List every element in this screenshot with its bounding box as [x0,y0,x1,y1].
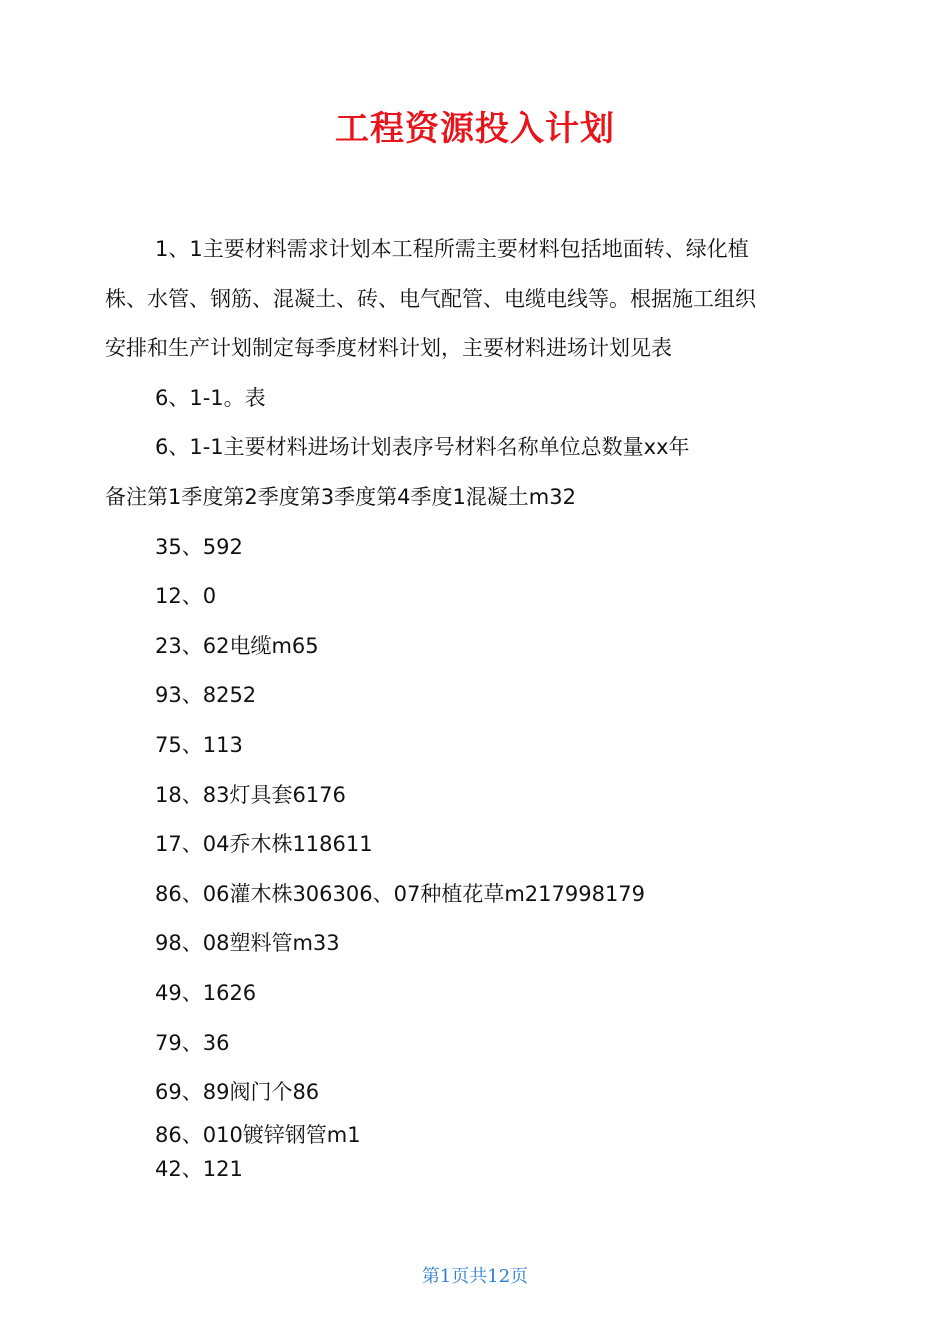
data-line [105,1118,845,1186]
text-line: 75、113 [155,732,243,757]
text-line: 93、8252 [155,683,257,708]
text-line: 69、89阀门个86 [155,1080,320,1105]
document-title: 工程资源投入计划 [335,109,615,149]
document-body [105,225,845,1186]
text-line: 1、1主要材料需求计划本工程所需主要材料包括地面转、绿化植 [155,237,749,261]
paragraph-table-ref [105,374,845,424]
data-line [105,870,845,920]
text-line: 18、83灯具套6176 [155,782,346,807]
paragraph-table-header [105,423,845,522]
paragraph-intro [105,225,845,374]
data-line [105,1068,845,1118]
text-line: 安排和生产计划制定每季度材料计划，主要材料进场计划见表 [105,336,672,361]
text-line: 17、04乔木株118611 [155,832,373,857]
data-line [105,969,845,1019]
page-footer: 第1页共12页 [421,1266,529,1287]
data-line [105,771,845,821]
data-line [105,919,845,969]
data-line [105,523,845,573]
text-line: 86、06灌木株306306、07种植花草m217998179 [155,881,646,906]
text-line: 49、1626 [155,980,257,1005]
text-line: 35、592 [155,534,243,559]
data-line [105,572,845,622]
text-line: 6、1-1主要材料进场计划表序号材料名称单位总数量xx年 [155,435,690,460]
text-line: 42、121 [155,1156,243,1181]
text-line: 6、1-1。表 [155,385,266,410]
text-line: 98、08塑料管m33 [155,931,340,956]
text-line: 株、水管、钢筋、混凝土、砖、电气配管、电缆电线等。根据施工组织 [105,286,756,311]
text-line: 23、62电缆m65 [155,633,319,658]
data-line [105,1019,845,1069]
text-line: 79、36 [155,1030,230,1055]
data-line [105,721,845,771]
text-line: 备注第1季度第2季度第3季度第4季度1混凝土m32 [105,484,576,509]
text-line: 86、010镀锌钢管m1 [155,1122,361,1147]
data-line [105,622,845,672]
text-line: 12、0 [155,584,217,609]
data-line [105,671,845,721]
data-line [105,820,845,870]
